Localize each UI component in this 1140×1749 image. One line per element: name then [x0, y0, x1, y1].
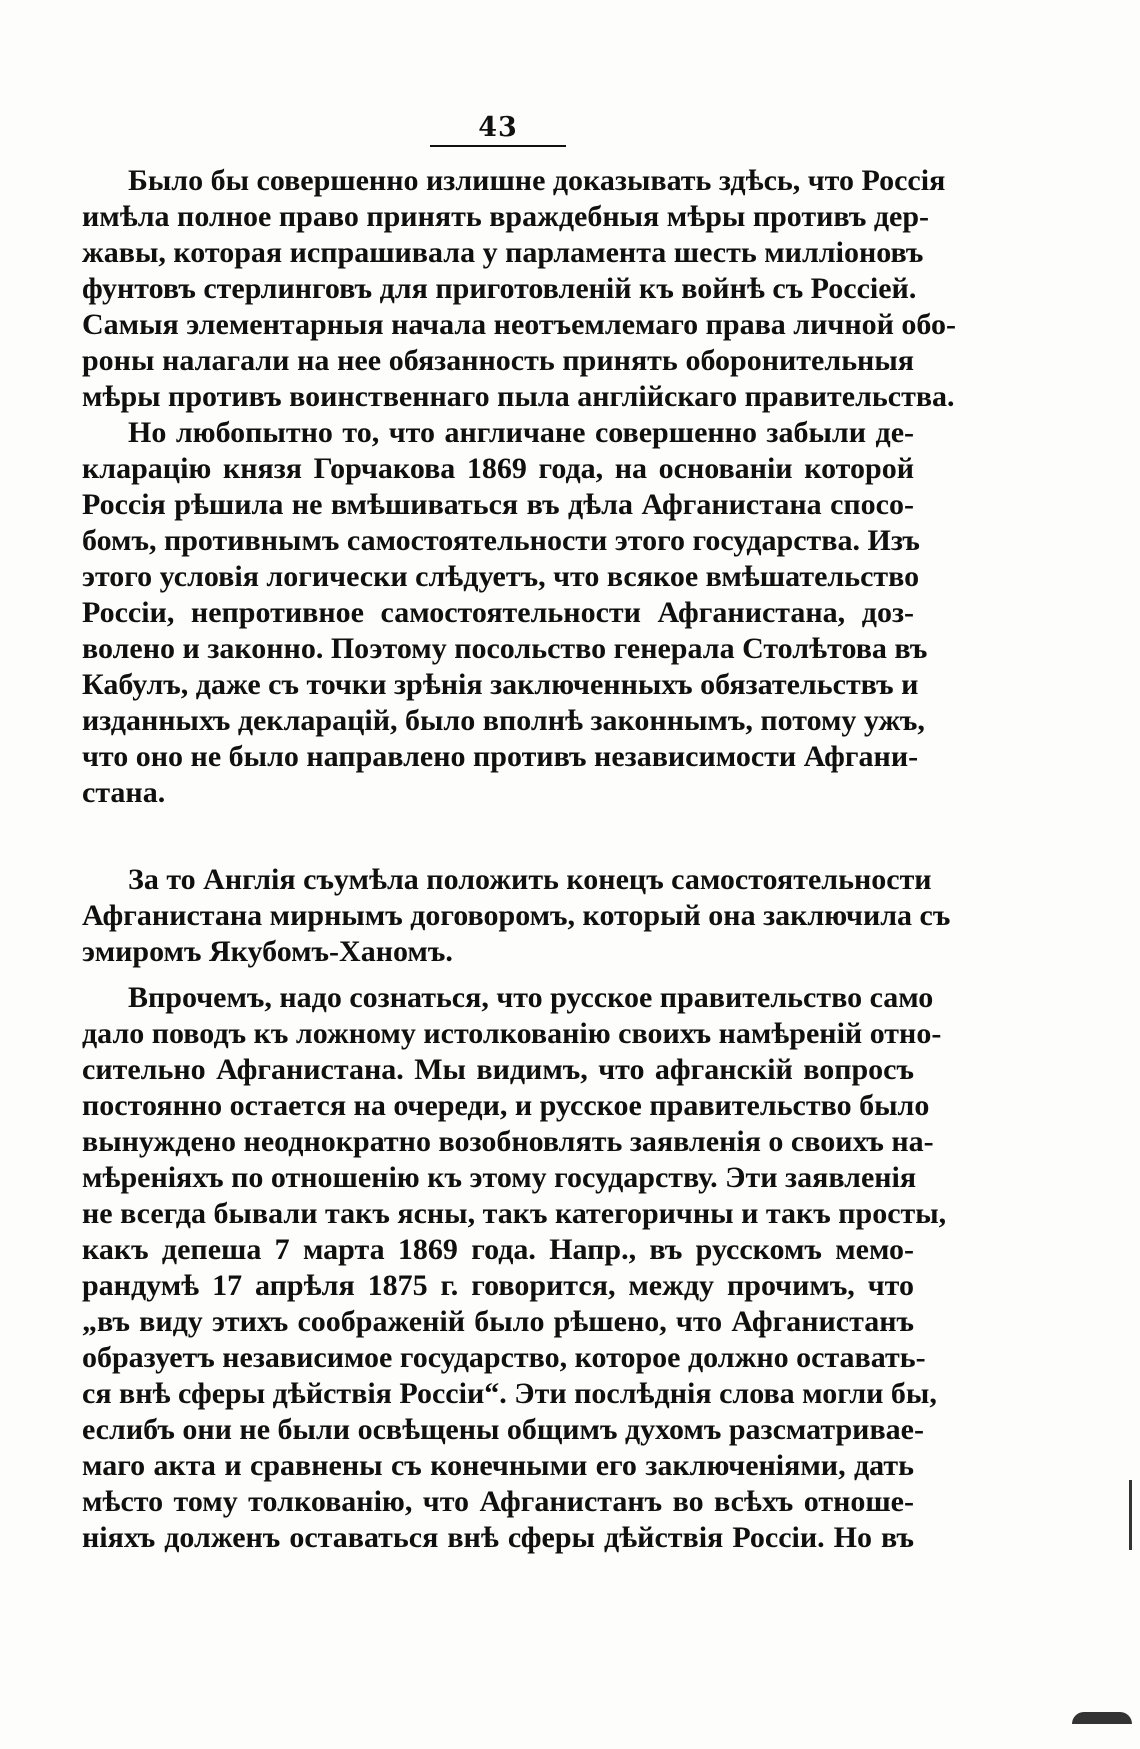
- text-line: мѣсто тому толкованію, что Афганистанъ во всѣхъ отноше-: [82, 1485, 914, 1518]
- text-line: мѣры противъ воинственнаго пыла англійскаго правительства.: [82, 380, 955, 413]
- text-line: Впрочемъ, надо сознаться, что русское правительство само: [128, 981, 934, 1014]
- text-line: изданныхъ декларацій, было вполнѣ законнымъ, потому ужъ,: [82, 704, 925, 737]
- text-line: роны налагали на нее обязанность принять оборонительныя: [82, 344, 914, 377]
- text-line: что оно не было направлено противъ независимости Афгани-: [82, 740, 919, 773]
- text-line: постоянно остается на очереди, и русское правительство было: [82, 1089, 930, 1122]
- text-line: Самыя элементарныя начала неотъемлемаго права личной обо-: [82, 308, 956, 341]
- text-line: вынуждено неоднократно возобновлять заявленія о своихъ на-: [82, 1125, 934, 1158]
- text-line: еслибъ они не были освѣщены общимъ духомъ разсматривае-: [82, 1413, 924, 1446]
- scan-edge-mark: [1129, 1480, 1132, 1550]
- scan-corner-mark: [1072, 1712, 1132, 1724]
- text-line: дало поводъ къ ложному истолкованію своихъ намѣреній отно-: [82, 1017, 942, 1050]
- text-line: образуетъ независимое государство, которое должно оставать-: [82, 1341, 926, 1374]
- page-number-rule: [430, 145, 566, 147]
- text-line: волено и законно. Поэтому посольство генерала Столѣтова въ: [82, 632, 928, 665]
- text-line: Россія рѣшила не вмѣшиваться въ дѣла Афганистана спосо-: [82, 488, 914, 521]
- text-line: эмиромъ Якубомъ-Ханомъ.: [82, 935, 453, 968]
- text-line: рандумѣ 17 апрѣля 1875 г. говорится, между прочимъ, что: [82, 1269, 914, 1302]
- text-line: бомъ, противнымъ самостоятельности этого государства. Изъ: [82, 524, 920, 557]
- text-line: маго акта и сравнены съ конечными его заключеніями, дать: [82, 1449, 914, 1482]
- page-number: 43: [478, 112, 518, 143]
- text-line: кларацію князя Горчакова 1869 года, на основаніи которой: [82, 452, 914, 485]
- text-line: какъ депеша 7 марта 1869 года. Напр., въ русскомъ мемо-: [82, 1233, 914, 1266]
- text-line: За то Англія съумѣла положить конецъ самостоятельности: [128, 863, 932, 896]
- text-line: „въ виду этихъ соображеній было рѣшено, что Афганистанъ: [82, 1305, 914, 1338]
- text-line: этого условія логически слѣдуетъ, что всякое вмѣшательство: [82, 560, 920, 593]
- text-line: Афганистана мирнымъ договоромъ, который она заключила съ: [82, 899, 951, 932]
- text-line: имѣла полное право принять враждебныя мѣры противъ дер-: [82, 200, 930, 233]
- text-line: жавы, которая испрашивала у парламента шесть милліоновъ: [82, 236, 924, 269]
- text-line: Было бы совершенно излишне доказывать здѣсь, что Россія: [128, 164, 946, 197]
- text-line: Кабулъ, даже съ точки зрѣнія заключенныхъ обязательствъ и: [82, 668, 919, 701]
- text-line: не всегда бывали такъ ясны, такъ категоричны и такъ просты,: [82, 1197, 947, 1230]
- text-line: мѣреніяхъ по отношенію къ этому государству. Эти заявленія: [82, 1161, 917, 1194]
- text-line: Но любопытно то, что англичане совершенно забыли де-: [128, 416, 914, 449]
- text-line: фунтовъ стерлинговъ для приготовленій къ войнѣ съ Россіей.: [82, 272, 917, 305]
- text-line: ся внѣ сферы дѣйствія Россіи“. Эти послѣднія слова могли бы,: [82, 1377, 937, 1410]
- text-line: Россіи, непротивное самостоятельности Афганистана, доз-: [82, 596, 914, 629]
- text-line: ніяхъ долженъ оставаться внѣ сферы дѣйствія Россіи. Но въ: [82, 1521, 914, 1554]
- text-line: сительно Афганистана. Мы видимъ, что афганскій вопросъ: [82, 1053, 914, 1086]
- text-line: стана.: [82, 776, 166, 809]
